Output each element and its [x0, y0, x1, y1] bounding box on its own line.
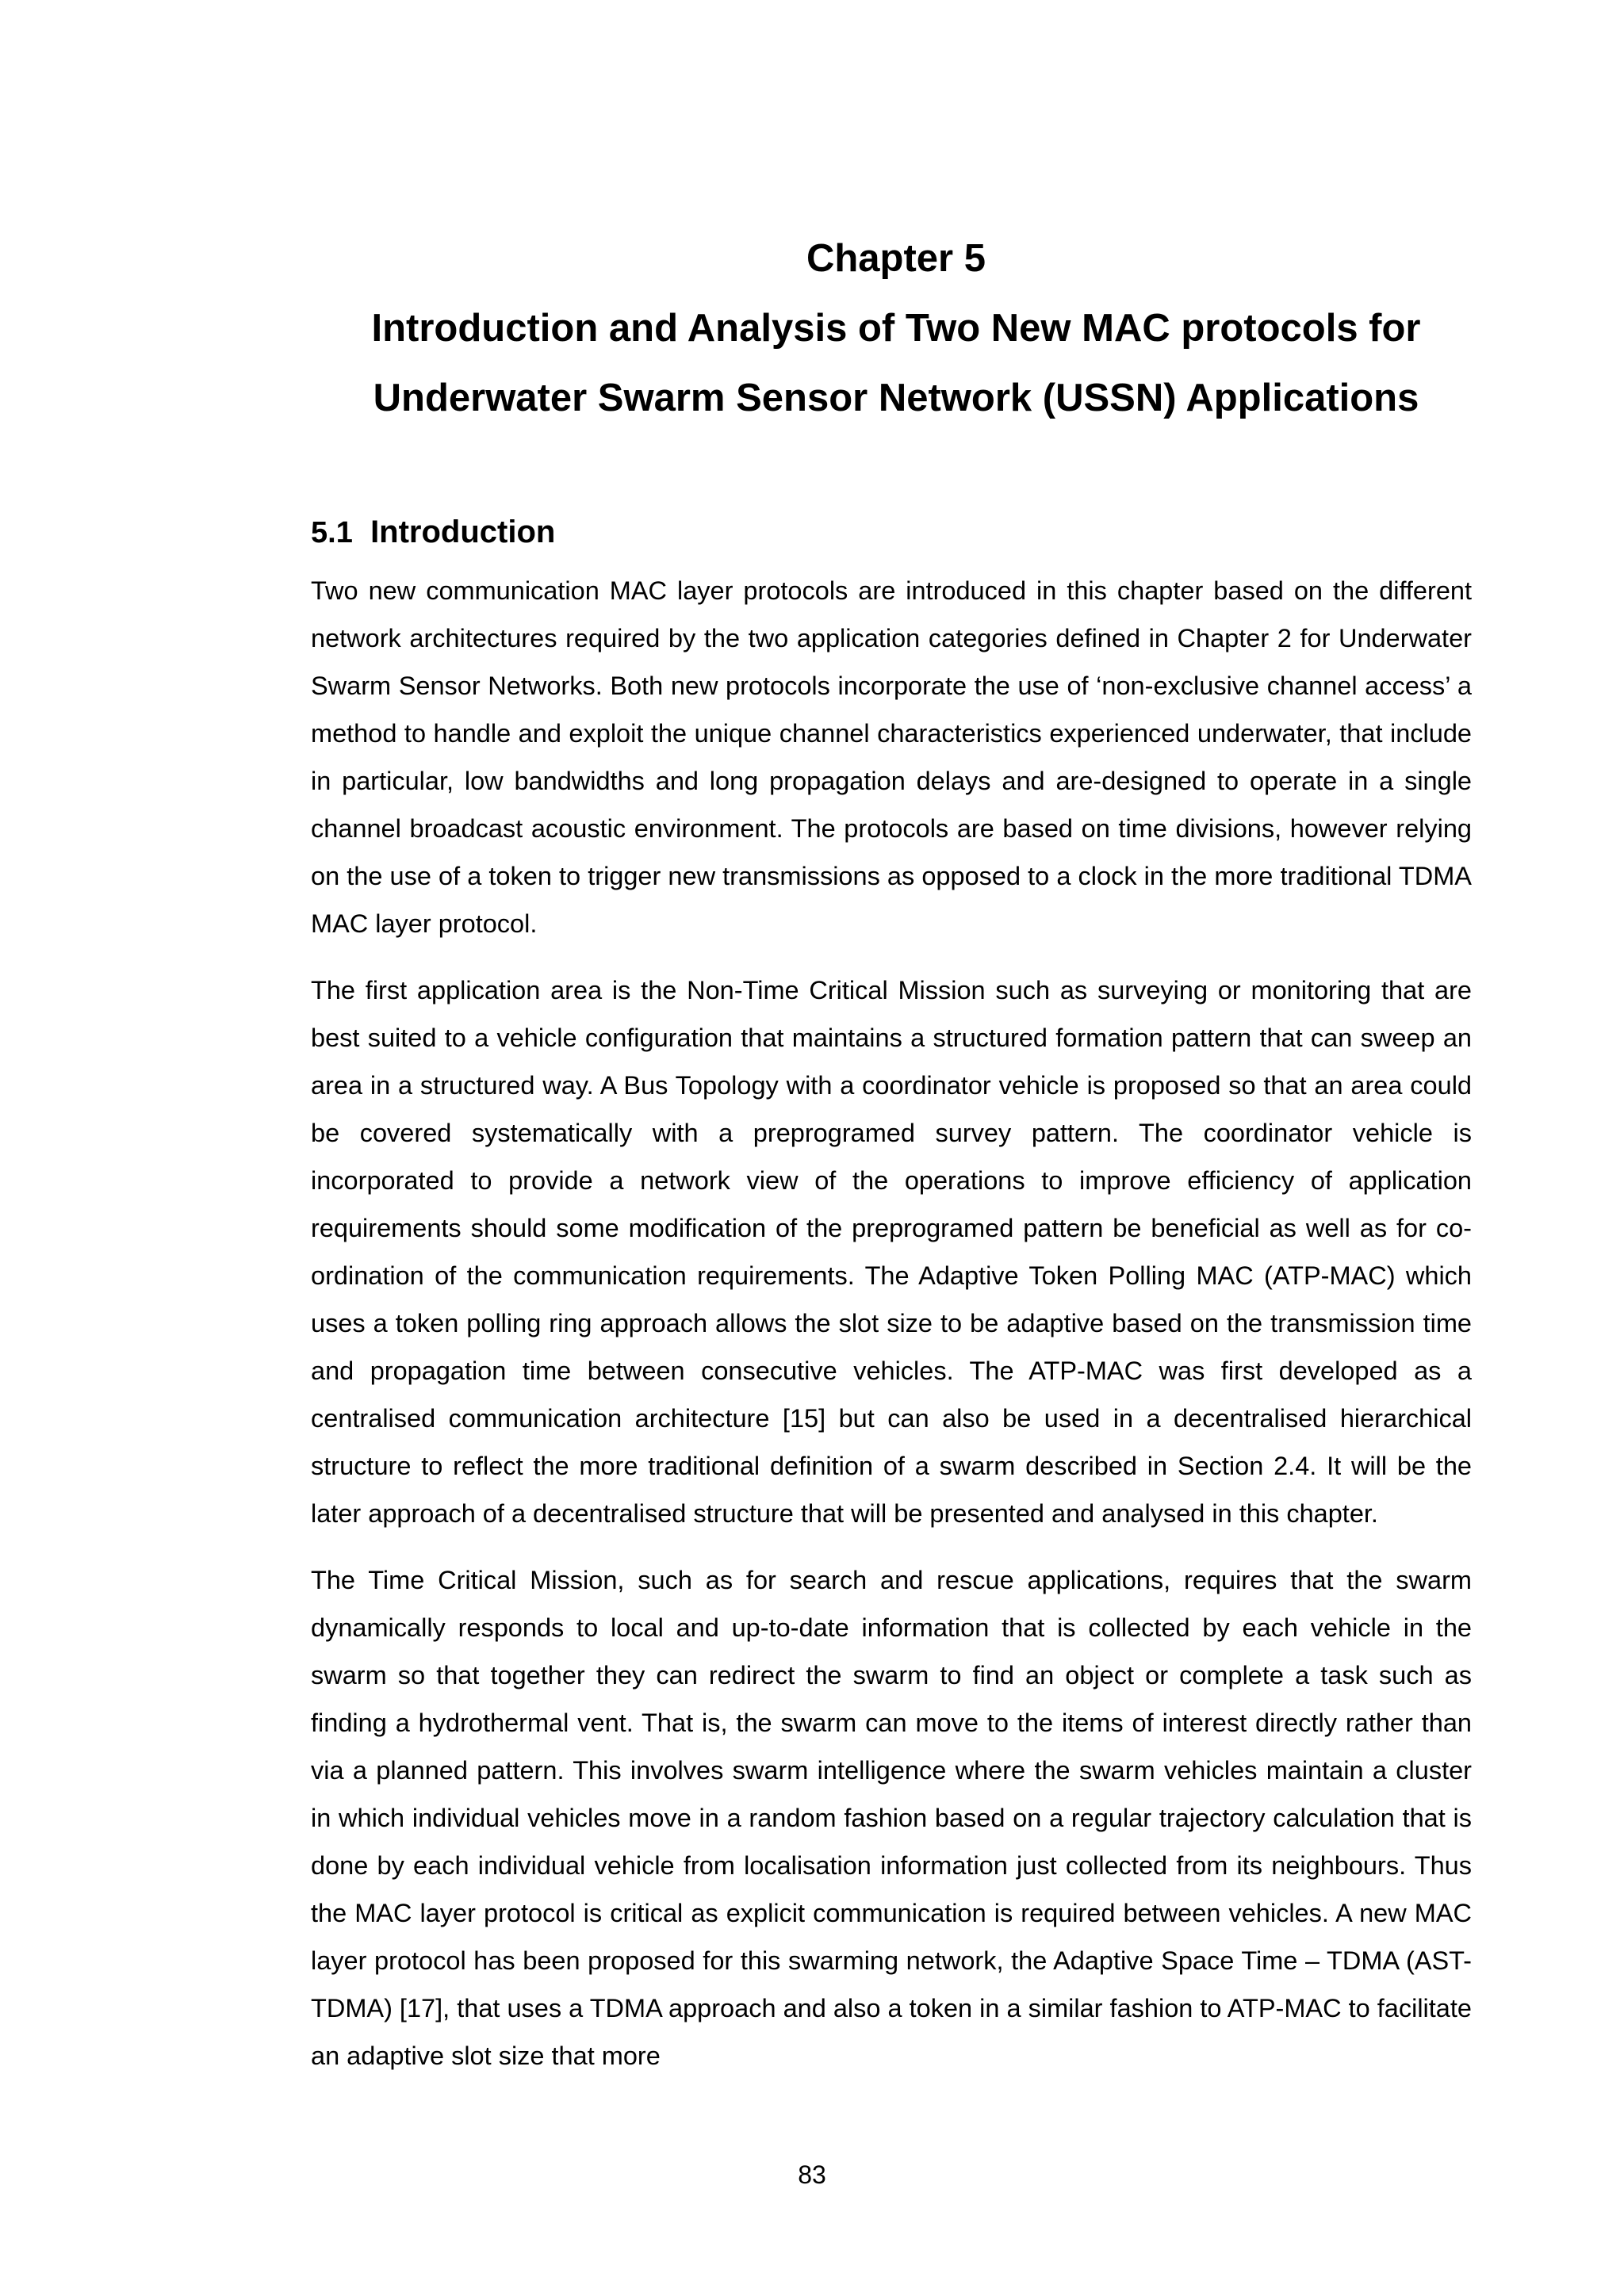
- paragraph-2: The first application area is the Non-Time Critical Mission such as surveying or monitoring that are best suited to a vehicle configuration that maintains a structured formation pattern that can sweep an area in a structured way. A Bus Topology with a coordinator vehicle is proposed so that an area could be covered systematically with a preprogramed survey pattern. The coordinator vehicle is incorporated to provide a network view of the operations to improve efficiency of application requirements should some modification of the preprogramed pattern be beneficial as well as for co-ordination of the communication requirements. The Adaptive Token Polling MAC (ATP-MAC) which uses a token polling ring approach allows the slot size to be adaptive based on the transmission time and propagation time between consecutive vehicles. The ATP-MAC was first developed as a centralised communication architecture [15] but can also be used in a decentralised hierarchical structure to reflect the more traditional definition of a swarm described in Section 2.4. It will be the later approach of a decentralised structure that will be presented and analysed in this chapter.: [311, 976, 1472, 1528]
- section-title: Introduction: [370, 515, 556, 549]
- section-heading: [311, 508, 555, 557]
- chapter-title-line-2: Underwater Swarm Sensor Network (USSN) Applications: [373, 377, 1419, 419]
- chapter-label: Chapter 5: [806, 237, 986, 280]
- chapter-heading: [238, 224, 1554, 433]
- chapter-title-line-1: Introduction and Analysis of Two New MAC protocols for: [371, 307, 1421, 350]
- section-number: 5.1: [311, 516, 353, 549]
- paragraph-1: Two new communication MAC layer protocols are introduced in this chapter based on the different network architectures required by the two application categories defined in Chapter 2 for Underwater Swarm Sensor Networks. Both new protocols incorporate the use of ‘non-exclusive channel access’ a method to handle and exploit the unique channel characteristics experienced underwater, that include in particular, low bandwidths and long propagation delays and are-designed to operate in a single channel broadcast acoustic environment. The protocols are based on time divisions, however relying on the use of a token to trigger new transmissions as opposed to a clock in the more traditional TDMA MAC layer protocol.: [311, 576, 1472, 938]
- paragraph-3: The Time Critical Mission, such as for search and rescue applications, requires that the swarm dynamically responds to local and up-to-date information that is collected by each vehicle in the swarm so that together they can redirect the swarm to find an object or complete a task such as finding a hydrothermal vent. That is, the swarm can move to the items of interest directly rather than via a planned pattern. This involves swarm intelligence where the swarm vehicles maintain a cluster in which individual vehicles move in a random fashion based on a regular trajectory calculation that is done by each individual vehicle from localisation information just collected from its neighbours. Thus the MAC layer protocol is critical as explicit communication is required between vehicles. A new MAC layer protocol has been proposed for this swarming network, the Adaptive Space Time – TDMA (AST-TDMA) [17], that uses a TDMA approach and also a token in a similar fashion to ATP-MAC to facilitate an adaptive slot size that more: [311, 1566, 1472, 2070]
- page-number: 83: [798, 2160, 826, 2189]
- body-text: [311, 567, 1472, 2099]
